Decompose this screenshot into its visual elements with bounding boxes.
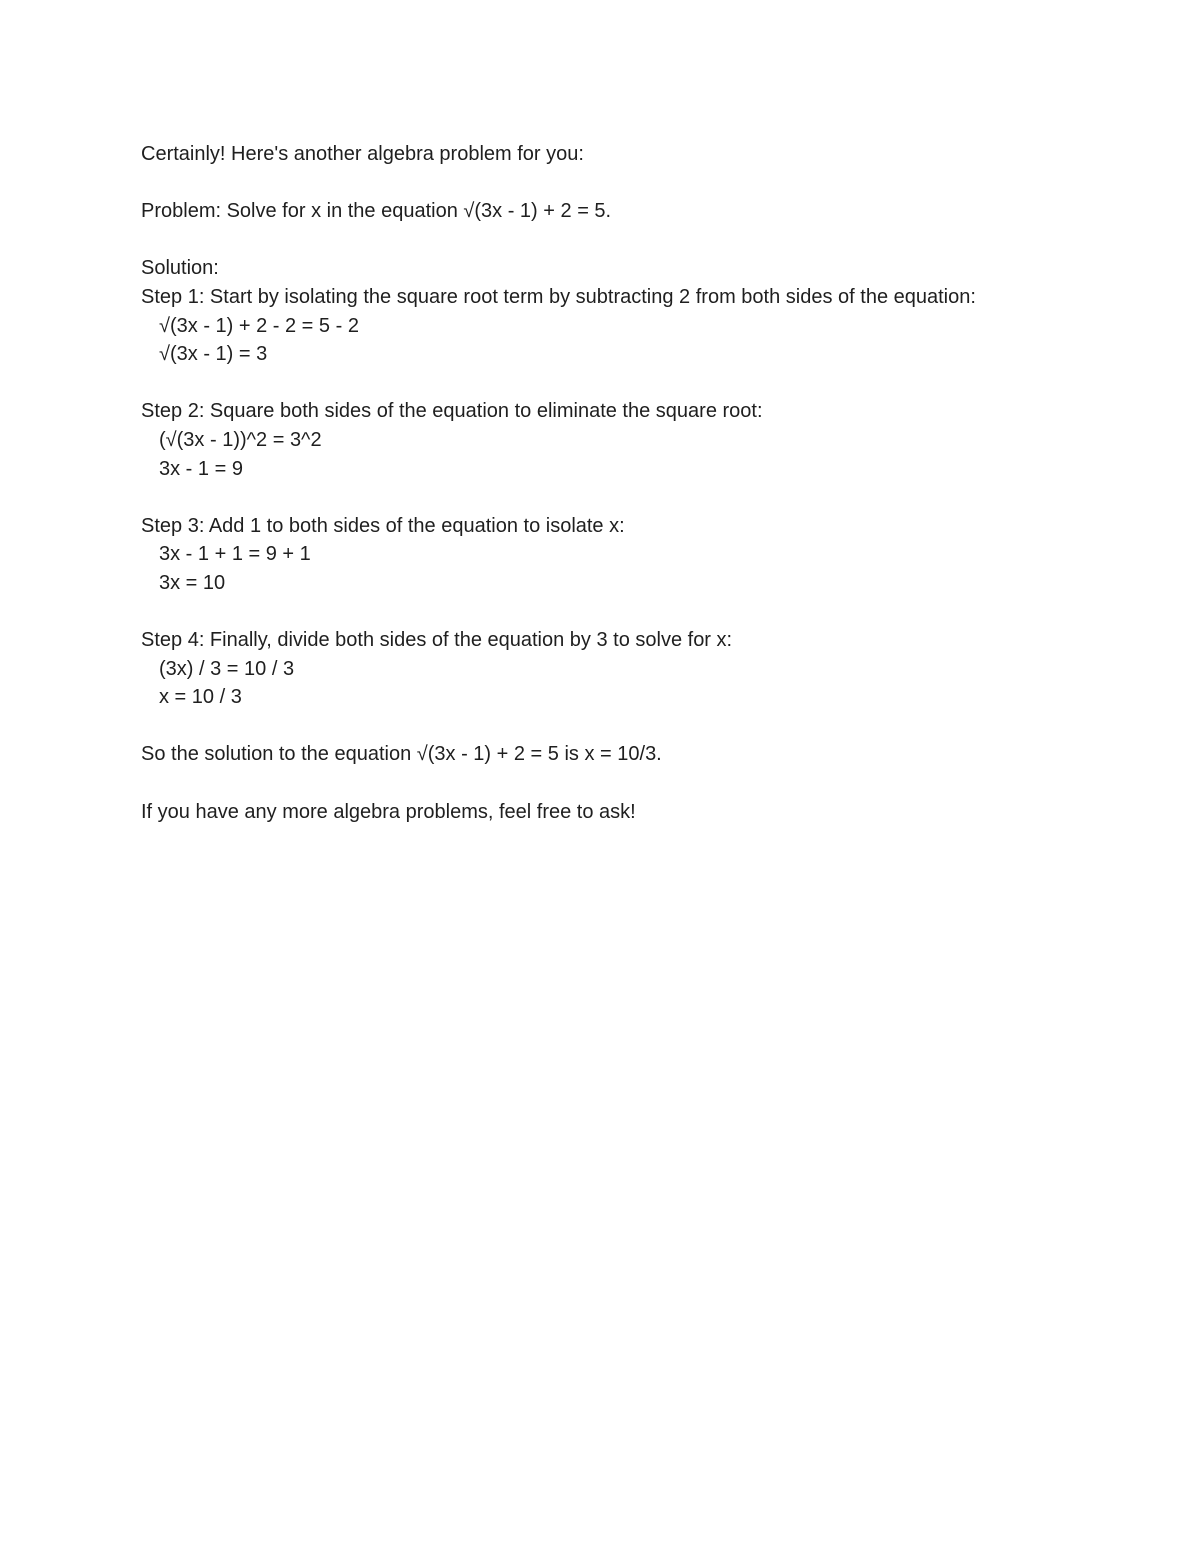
step-3 (141, 512, 1141, 598)
step-title: Step 3: Add 1 to both sides of the equation to isolate x: (141, 514, 625, 537)
spacer (141, 712, 1141, 741)
step-equation: 3x - 1 + 1 = 9 + 1 (159, 543, 311, 566)
step-equation: (√(3x - 1))^2 = 3^2 (159, 428, 322, 451)
document-body (141, 140, 1141, 826)
step-title: Step 4: Finally, divide both sides of the equation by 3 to solve for x: (141, 629, 733, 652)
intro-text: Certainly! Here's another algebra problem for you: (141, 143, 584, 165)
conclusion-text: So the solution to the equation √(3x - 1) + 2 = 5 is x = 10/3. (141, 743, 662, 766)
step-4 (141, 626, 1141, 712)
step-equation: √(3x - 1) + 2 - 2 = 5 - 2 (159, 314, 359, 337)
step-1 (141, 283, 1141, 369)
spacer (141, 598, 1141, 627)
problem-statement: Problem: Solve for x in the equation √(3x - 1) + 2 = 5. (141, 200, 612, 223)
step-equation: x = 10 / 3 (159, 686, 242, 709)
step-2 (141, 397, 1141, 483)
step-equation: (3x) / 3 = 10 / 3 (159, 657, 295, 680)
spacer (141, 483, 1141, 512)
step-equation: √(3x - 1) = 3 (159, 343, 268, 366)
step-title: Step 1: Start by isolating the square root term by subtracting 2 from both sides of the equation: (141, 285, 976, 308)
spacer (141, 169, 1141, 198)
step-equation: 3x - 1 = 9 (159, 457, 243, 480)
spacer (141, 769, 1141, 798)
closing-text: If you have any more algebra problems, feel free to ask! (141, 800, 636, 823)
spacer (141, 369, 1141, 398)
solution-heading: Solution: (141, 257, 219, 280)
spacer (141, 226, 1141, 255)
step-title: Step 2: Square both sides of the equation to eliminate the square root: (141, 400, 763, 423)
step-equation: 3x = 10 (159, 571, 226, 594)
